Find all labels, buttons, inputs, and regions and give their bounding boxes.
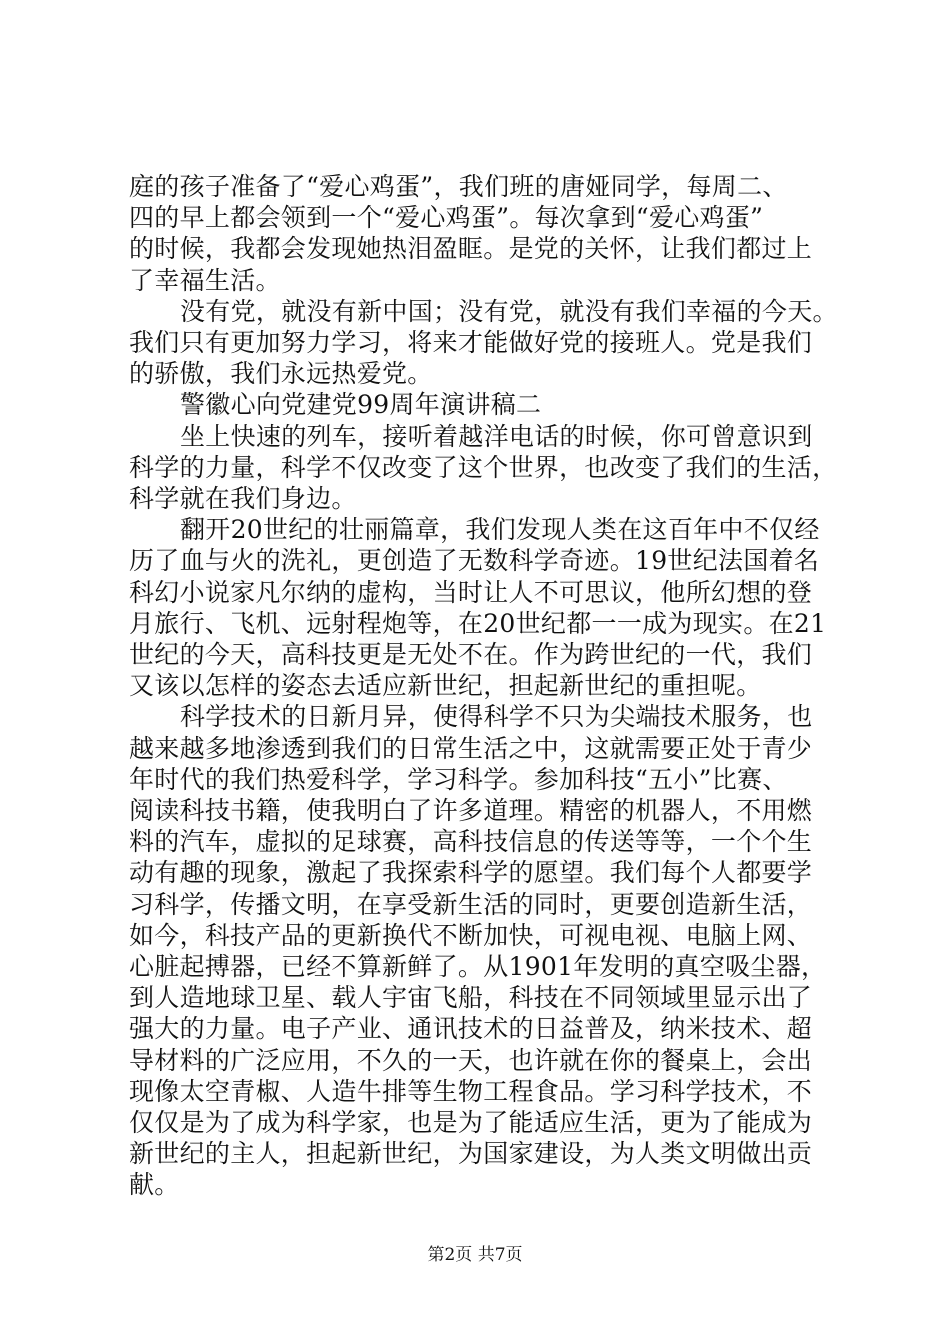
text-line: 翻开20世纪的壮丽篇章，我们发现人类在这百年中不仅经 bbox=[180, 515, 820, 545]
text-line: 月旅行、飞机、远射程炮等，在20世纪都一一成为现实。在21 bbox=[129, 608, 827, 638]
text-line: 现像太空青椒、人造牛排等生物工程食品。学习科学技术，不 bbox=[129, 1076, 813, 1106]
text-line: 习科学，传播文明，在享受新生活的同时，更要创造新生活， bbox=[129, 889, 813, 919]
text-line: 科学技术的日新月异，使得科学不只为尖端技术服务，也 bbox=[180, 702, 813, 732]
text-line: 献。 bbox=[129, 1170, 180, 1200]
text-line: 导材料的广泛应用，不久的一天，也许就在你的餐桌上，会出 bbox=[129, 1045, 813, 1075]
text-line: 我们只有更加努力学习，将来才能做好党的接班人。党是我们 bbox=[129, 328, 813, 357]
text-line: 没有党，就没有新中国；没有党，就没有我们幸福的今天。 bbox=[180, 296, 838, 326]
text-line: 心脏起搏器，已经不算新鲜了。从1901年发明的真空吸尘器， bbox=[129, 952, 827, 981]
text-line: 科幻小说家凡尔纳的虚构，当时让人不可思议，他所幻想的登 bbox=[129, 577, 813, 607]
text-line: 年时代的我们热爱科学，学习科学。参加科技“五小”比赛、 bbox=[129, 764, 788, 794]
text-line: 了幸福生活。 bbox=[129, 265, 281, 295]
text-line: 阅读科技书籍，使我明白了许多道理。精密的机器人，不用燃 bbox=[129, 796, 813, 825]
text-line: 新世纪的主人，担起新世纪，为国家建设，为人类文明做出贡 bbox=[129, 1139, 813, 1169]
text-line: 历了血与火的洗礼，更创造了无数科学奇迹。19世纪法国着名 bbox=[129, 546, 820, 576]
text-line: 越来越多地渗透到我们的日常生活之中，这就需要正处于青少 bbox=[129, 733, 813, 763]
text-line: 的时候，我都会发现她热泪盈眶。是党的关怀，让我们都过上 bbox=[129, 234, 813, 264]
text-line: 四的早上都会领到一个“爱心鸡蛋”。每次拿到“爱心鸡蛋” bbox=[129, 203, 764, 233]
text-line: 世纪的今天，高科技更是无处不在。作为跨世纪的一代，我们 bbox=[129, 640, 813, 669]
text-line: 庭的孩子准备了“爱心鸡蛋”，我们班的唐娅同学，每周二、 bbox=[129, 172, 788, 201]
text-line: 到人造地球卫星、载人宇宙飞船，科技在不同领域里显示出了 bbox=[129, 983, 813, 1013]
text-line: 坐上快速的列车，接听着越洋电话的时候，你可曾意识到 bbox=[180, 421, 813, 451]
page-number: 第2页 共7页 bbox=[427, 1245, 523, 1265]
text-line: 的骄傲，我们永远热爱党。 bbox=[129, 359, 433, 389]
text-line: 如今，科技产品的更新换代不断加快，可视电视、电脑上网、 bbox=[129, 920, 813, 950]
text-line: 仅仅是为了成为科学家，也是为了能适应生活，更为了能成为 bbox=[129, 1108, 813, 1137]
text-line: 动有趣的现象，激起了我探索科学的愿望。我们每个人都要学 bbox=[129, 858, 813, 888]
section-heading: 警徽心向党建党99周年演讲稿二 bbox=[180, 390, 542, 420]
text-line: 科学的力量，科学不仅改变了这个世界，也改变了我们的生活， bbox=[129, 452, 838, 482]
text-line: 料的汽车，虚拟的足球赛，高科技信息的传送等等，一个个生 bbox=[129, 827, 813, 857]
text-line: 科学就在我们身边。 bbox=[129, 484, 357, 513]
text-line: 强大的力量。电子产业、通讯技术的日益普及，纳米技术、超 bbox=[129, 1014, 813, 1044]
text-line: 又该以怎样的姿态去适应新世纪，担起新世纪的重担呢。 bbox=[129, 671, 762, 701]
